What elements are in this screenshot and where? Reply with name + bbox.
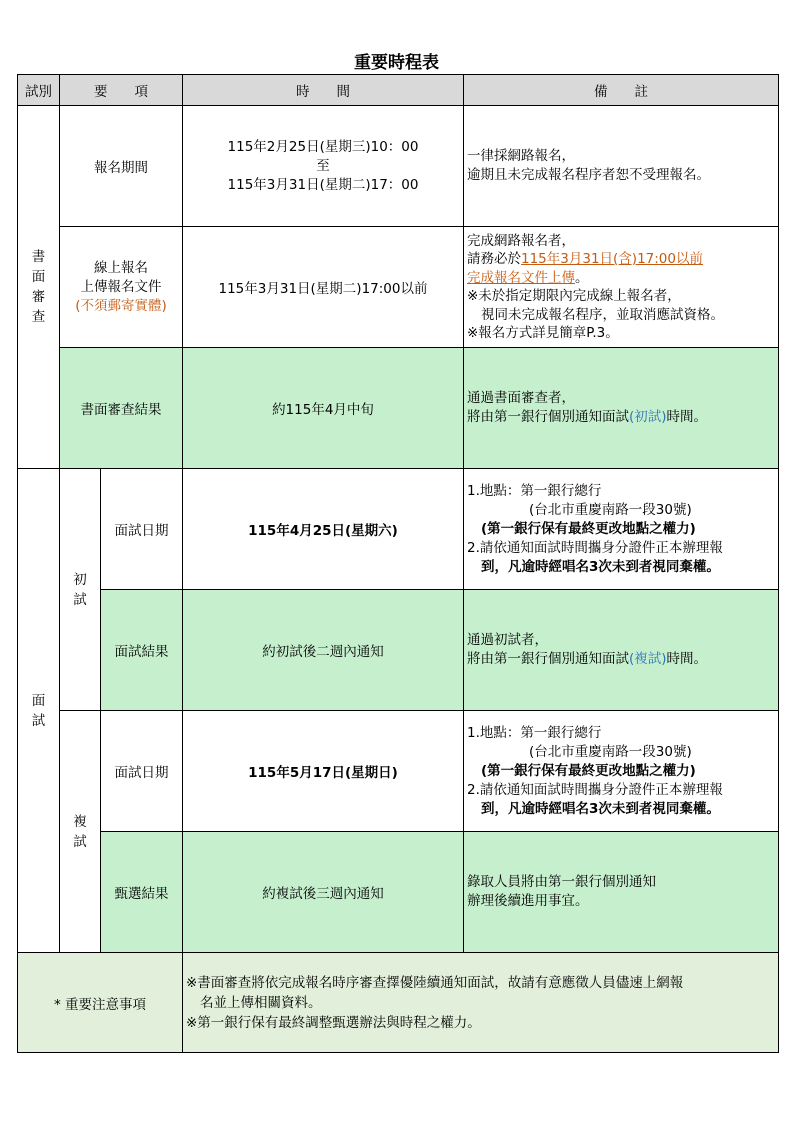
header-item: 要 項 [60, 75, 183, 106]
table-row [18, 590, 779, 711]
important-notes-row [18, 953, 779, 1053]
note-selection-result: 錄取人員將由第一銀行個別通知 辦理後續進用事宜。 [464, 832, 779, 953]
deadline-highlight: 115年3月31日(含)17:00以前 [521, 251, 703, 267]
no-mail-notice: (不須郵寄實體) [75, 297, 167, 314]
header-row [18, 75, 779, 106]
important-notes-content: ※書面審查將依完成報名時序審查擇優陸續通知面試，故請有意應徵人員儘速上網報 名並上傳相關資料。 ※第一銀行保有最終調整甄選辦法與時程之權力。 [183, 953, 779, 1053]
item-registration-period: 報名期間 [60, 106, 183, 227]
first-round-label: 初 試 [60, 469, 101, 711]
note-first-interview-date: 1.地點：第一銀行總行 (台北市重慶南路一段30號) (第一銀行保有最終更改地點之權力) 2.請依通知面試時間攜身分證件正本辦理報 到，凡逾時經唱名3次未到者視同棄權。 [464, 469, 779, 590]
time-selection-result: 約複試後三週內通知 [183, 832, 464, 953]
note-registration-period: 一律採網路報名， 逾期且未完成報名程序者恕不受理報名。 [464, 106, 779, 227]
item-selection-result: 甄選結果 [101, 832, 183, 953]
header-stage: 試別 [18, 75, 60, 106]
note-second-interview-date: 1.地點：第一銀行總行 (台北市重慶南路一段30號) (第一銀行保有最終更改地點之權力) 2.請依通知面試時間攜身分證件正本辦理報 到，凡逾時經唱名3次未到者視同棄權。 [464, 711, 779, 832]
note-online-upload: 完成網路報名者， 請務必於115年3月31日(含)17:00以前 完成報名文件上傳。 ※未於指定期限內完成線上報名者， 視同未完成報名程序，並取消應試資格。 ※報名方式詳見簡章P.3。 [464, 227, 779, 348]
table-row [18, 832, 779, 953]
item-first-interview-result: 面試結果 [101, 590, 183, 711]
page-title: 重要時程表 [354, 53, 439, 73]
time-registration-period: 115年2月25日(星期三)10：00 至 115年3月31日(星期二)17：00 [183, 106, 464, 227]
important-notes-label: * 重要注意事項 [18, 953, 183, 1053]
time-document-result: 約115年4月中旬 [183, 348, 464, 469]
note-first-interview-result: 通過初試者， 將由第一銀行個別通知面試(複試)時間。 [464, 590, 779, 711]
item-first-interview-date: 面試日期 [101, 469, 183, 590]
table-row [18, 469, 779, 590]
table-row [18, 227, 779, 348]
table-row [18, 106, 779, 227]
header-time: 時 間 [183, 75, 464, 106]
section-interview: 面 試 [18, 469, 60, 953]
section-document-review: 書 面 審 查 [18, 106, 60, 469]
item-second-interview-date: 面試日期 [101, 711, 183, 832]
item-online-upload: 線上報名 上傳報名文件 (不須郵寄實體) [60, 227, 183, 348]
upload-highlight: 完成報名文件上傳 [467, 269, 575, 286]
time-online-upload: 115年3月31日(星期二)17:00以前 [183, 227, 464, 348]
item-document-result: 書面審查結果 [60, 348, 183, 469]
note-document-result: 通過書面審查者， 將由第一銀行個別通知面試(初試)時間。 [464, 348, 779, 469]
second-round-label: 複 試 [60, 711, 101, 953]
table-row [18, 711, 779, 832]
header-remark: 備 註 [464, 75, 779, 106]
schedule-table [17, 74, 779, 1053]
time-first-interview-result: 約初試後二週內通知 [183, 590, 464, 711]
time-first-interview-date: 115年4月25日(星期六) [183, 469, 464, 590]
time-second-interview-date: 115年5月17日(星期日) [183, 711, 464, 832]
table-row [18, 348, 779, 469]
